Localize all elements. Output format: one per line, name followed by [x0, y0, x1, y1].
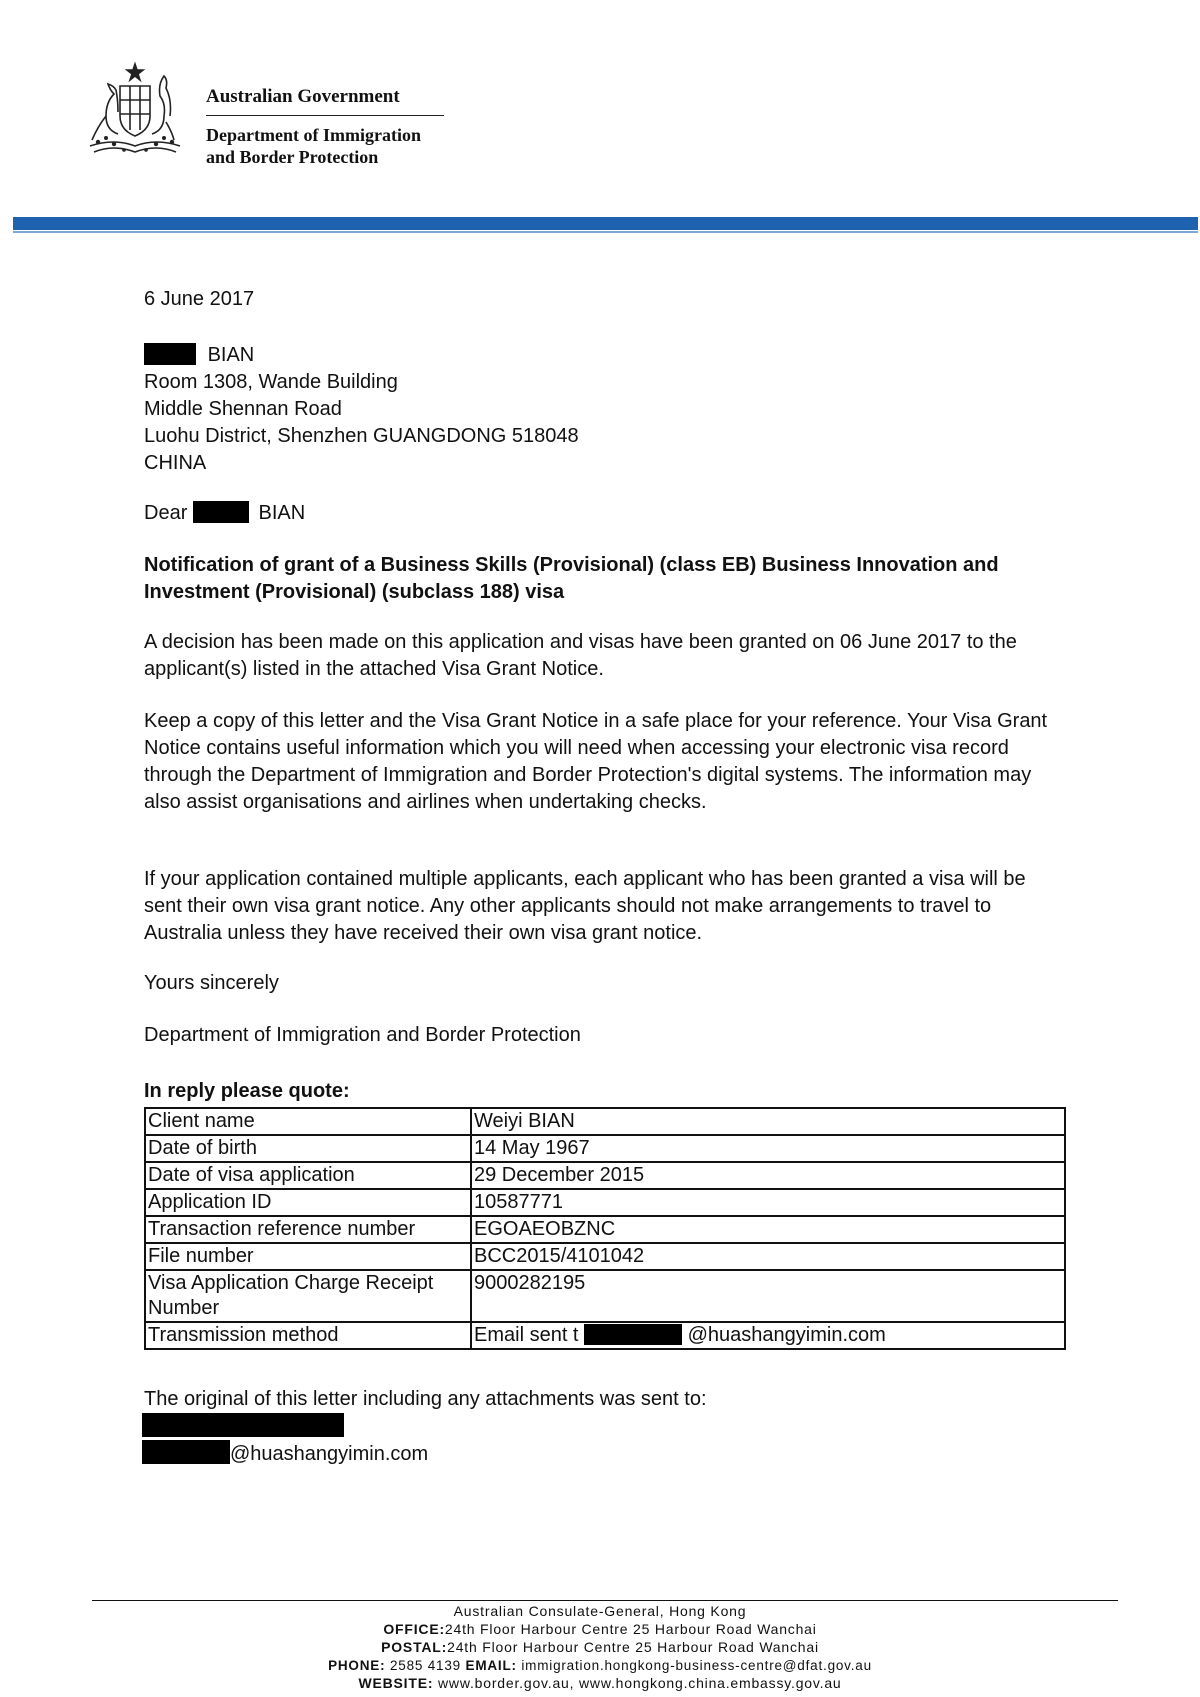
redaction-block	[142, 1413, 344, 1437]
table-cell-value: 29 December 2015	[471, 1162, 1065, 1189]
footer-email-label: EMAIL:	[465, 1658, 517, 1673]
letter-subject: Notification of grant of a Business Skills (Provisional) (class EB) Business Innovation and Investment (Provisional) (subclass 188) visa	[144, 554, 999, 603]
original-sent-to: The original of this letter including any attachments was sent to:	[144, 1388, 707, 1410]
closing: Yours sincerely	[144, 972, 279, 994]
table-row	[145, 1189, 1065, 1216]
table-row	[145, 1216, 1065, 1243]
table-row	[145, 1135, 1065, 1162]
footer-consulate: Australian Consulate-General, Hong Kong	[453, 1603, 747, 1619]
salutation-prefix: Dear	[144, 502, 188, 524]
footer-contact	[0, 1656, 1200, 1675]
redaction-block	[584, 1324, 682, 1345]
table-row	[145, 1108, 1065, 1135]
footer-postal	[0, 1638, 1200, 1657]
redaction-block	[142, 1440, 230, 1464]
sent-to-email-domain: @huashangyimin.com	[230, 1443, 429, 1465]
table-cell-value: 14 May 1967	[471, 1135, 1065, 1162]
table-cell-value: EGOAEOBZNC	[471, 1216, 1065, 1243]
table-row	[145, 1322, 1065, 1349]
salutation-name: BIAN	[258, 502, 306, 524]
transmission-prefix: Email sent t	[474, 1324, 579, 1346]
table-cell-key: Visa Application Charge Receipt Number	[145, 1270, 471, 1322]
footer-divider	[92, 1600, 1118, 1601]
table-row	[145, 1162, 1065, 1189]
agency-title: Australian Government	[206, 86, 400, 107]
paragraph-multiple-applicants: If your application contained multiple applicants, each applicant who has been granted a visa will be sent their own visa grant notice. Any other applicants should not make arrangements to travel to Australia unless they have received their own visa grant notice.	[144, 868, 1026, 944]
footer-email-value: immigration.hongkong-business-centre@dfat.gov.au	[516, 1658, 872, 1673]
table-cell-key: Date of birth	[145, 1135, 471, 1162]
address-line-2: Middle Shennan Road	[144, 398, 342, 420]
recipient-name-line	[144, 342, 1064, 369]
address-line-4: CHINA	[144, 452, 207, 474]
redaction-block	[144, 343, 196, 365]
table-cell-key: Transaction reference number	[145, 1216, 471, 1243]
recipient-surname: BIAN	[207, 344, 255, 366]
table-cell-value	[471, 1322, 1065, 1349]
sent-to-email	[142, 1440, 1062, 1468]
reference-table	[144, 1107, 1066, 1350]
table-cell-value: BCC2015/4101042	[471, 1243, 1065, 1270]
table-cell-key: Application ID	[145, 1189, 471, 1216]
letter-date: 6 June 2017	[144, 288, 255, 310]
footer-website-label: WEBSITE:	[358, 1675, 434, 1691]
table-row	[145, 1243, 1065, 1270]
table-cell-value: 9000282195	[471, 1270, 1065, 1322]
table-row	[145, 1270, 1065, 1322]
table-cell-value: Weiyi BIAN	[471, 1108, 1065, 1135]
table-cell-key: File number	[145, 1243, 471, 1270]
footer-office	[0, 1620, 1200, 1639]
table-cell-key: Client name	[145, 1108, 471, 1135]
address-line-3: Luohu District, Shenzhen GUANGDONG 518048	[144, 425, 579, 447]
paragraph-decision: A decision has been made on this application and visas have been granted on 06 June 2017 to the applicant(s) listed in the attached Visa Grant Notice.	[144, 631, 1017, 680]
footer-phone-label: PHONE:	[328, 1658, 386, 1673]
transmission-email: @huashangyimin.com	[687, 1324, 886, 1346]
table-cell-key: Transmission method	[145, 1322, 471, 1349]
department-name-line-1: Department of Immigration	[206, 125, 421, 145]
footer-website	[0, 1674, 1200, 1693]
paragraph-keep-copy: Keep a copy of this letter and the Visa Grant Notice in a safe place for your reference. Your Visa Grant Notice contains useful information which you will need when accessing your electronic visa record through the Department of Immigration and Border Protection's digital systems. The information may also assist organisations and airlines when undertaking checks.	[144, 710, 1048, 813]
salutation	[144, 500, 1064, 527]
recipient-address	[144, 342, 1064, 477]
footer-website-value: www.border.gov.au, www.hongkong.china.embassy.gov.au	[433, 1675, 842, 1691]
header-blue-bar	[13, 217, 1198, 230]
footer-office-label: OFFICE:	[383, 1621, 445, 1637]
redaction-block	[193, 501, 249, 523]
table-cell-value: 10587771	[471, 1189, 1065, 1216]
coat-of-arms-icon	[84, 60, 186, 158]
footer-office-value: 24th Floor Harbour Centre 25 Harbour Road Wanchai	[444, 1621, 817, 1637]
quote-heading: In reply please quote:	[144, 1080, 350, 1102]
address-line-1: Room 1308, Wande Building	[144, 371, 398, 393]
table-cell-key: Date of visa application	[145, 1162, 471, 1189]
footer-postal-value: 24th Floor Harbour Centre 25 Harbour Road Wanchai	[447, 1639, 819, 1655]
signatory: Department of Immigration and Border Protection	[144, 1024, 581, 1046]
header-divider	[206, 115, 444, 116]
footer-phone-value: 2585 4139	[389, 1658, 461, 1673]
footer-postal-label: POSTAL:	[381, 1639, 448, 1655]
department-name-line-2: and Border Protection	[206, 147, 379, 167]
